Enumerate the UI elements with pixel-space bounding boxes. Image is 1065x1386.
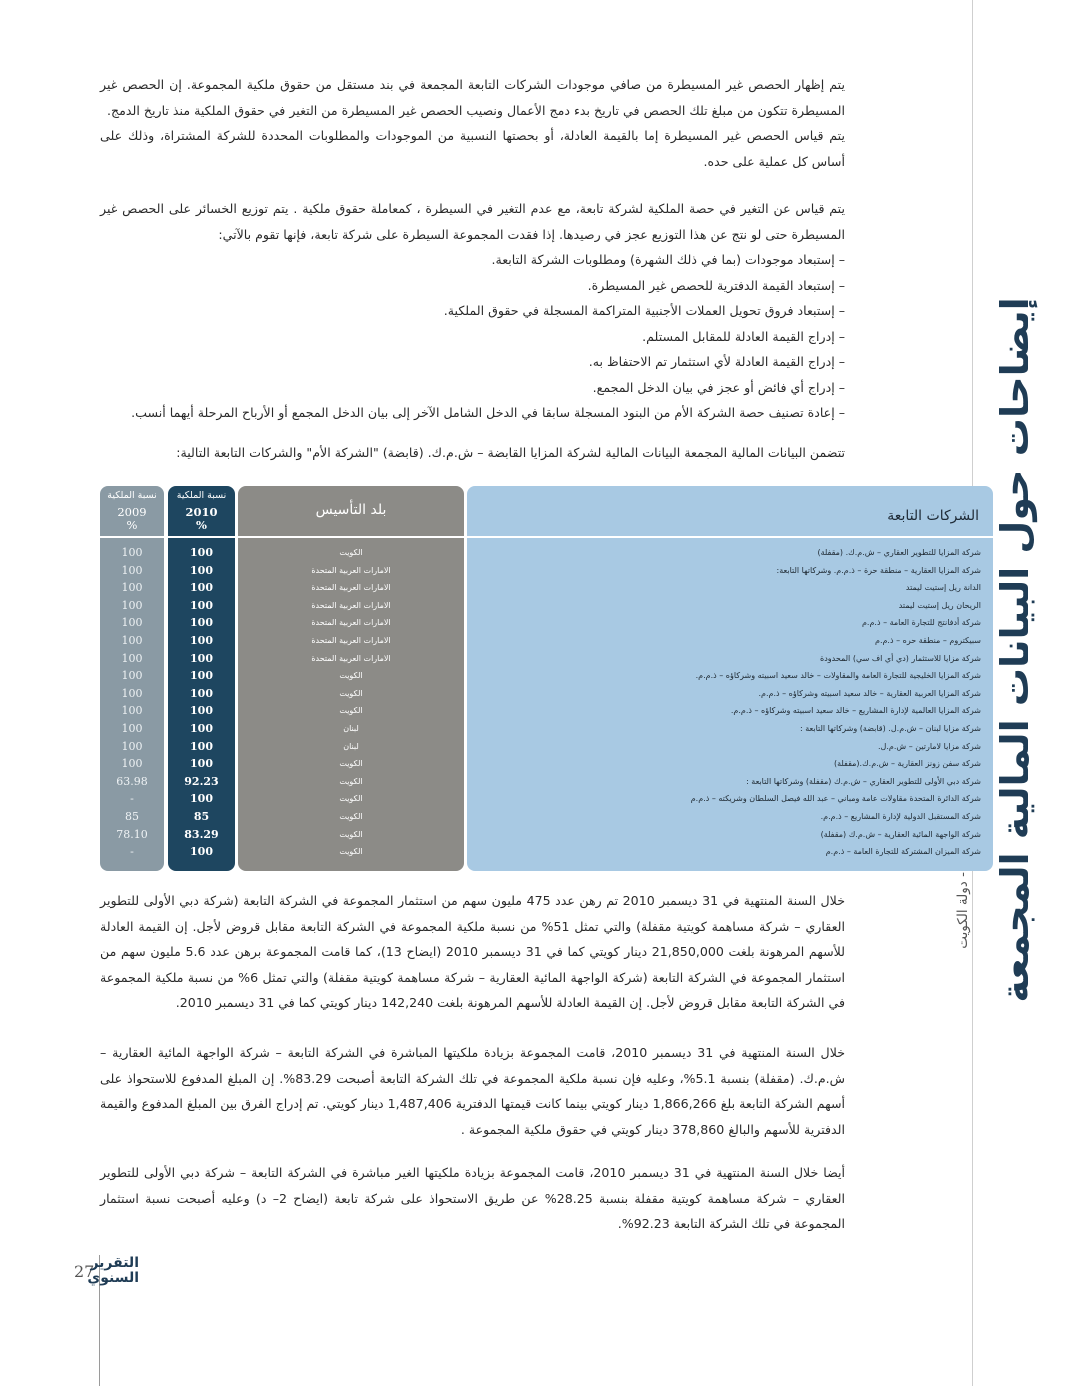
cell-ownership-2009: - xyxy=(130,845,134,859)
cell-ownership-2010: 83.29 xyxy=(184,827,219,841)
cell-company: شركة المزايا الخليجية للتجارة العامة والمقاولات – خالد سعيد اسبيته وشركاؤه – ذ.م.م. xyxy=(695,671,981,681)
cell-ownership-2009: 100 xyxy=(121,546,143,559)
cell-country: لبنان xyxy=(343,741,359,751)
cell-ownership-2009: 100 xyxy=(121,633,143,647)
header-divider xyxy=(100,536,164,538)
cell-ownership-2010: 100 xyxy=(190,598,213,612)
cell-company: شركة سفن زونز العقارية – ش.م.ك.(مقفلة) xyxy=(833,759,981,769)
header-ownership-2009-label: نسبة الملكية xyxy=(107,490,157,501)
year-2010: 2010 xyxy=(185,505,218,519)
cell-country: الكويت xyxy=(339,811,363,821)
cell-ownership-2010: 100 xyxy=(190,581,213,595)
cell-company: شركة الميزان المشتركة للتجارة العامة – ذ.م.م xyxy=(825,847,981,857)
paragraph-pledge: خلال السنة المنتهية في 31 ديسمبر 2010 تم رهن عدد 475 مليون سهم من استثمار المجموعة في الشركة التابعة (شركة دبي الأولى للتطوير العقاري – شركة مساهمة كويتية مقفلة) والتي تمثل 51% من نسبة ملكية المجموعة في الشركة التابعة مقابل قروض لأجل. إن القيمة العادلة للأسهم المرهونة بلغت 21,850,000 دينار كويتي كما في 31 ديسمبر 2010 (ايضاح 13)، كما قامت المجموعة برهن عدد 5.6 مليون سهم من استثمار المجموعة في الشركة التابعة (شركة الواجهة المائية العقارية – شركة مساهمة كويتية مقفلة) والتي تمثل 6% من نسبة ملكية المجموعة في الشركة التابعة مقابل قروض لأجل. إن القيمة العادلة للأسهم المرهونة بلغت 142,240 دينار كويتي كما في 31 ديسمبر 2010. xyxy=(100,893,846,1010)
logo-line-1: التقرير xyxy=(90,1255,139,1271)
cell-country: الكويت xyxy=(339,829,363,839)
cell-company: الدانة ريل إستيت ليمتد xyxy=(905,583,981,593)
paragraph-control-change: يتم قياس عن التغير في حصة الملكية لشركة تابعة، مع عدم التغير في السيطرة ، كمعاملة حقوق ملكية . يتم توزيع الخسائر على الحصص غير المسيطرة حتى لو نتج عن هذا التوزيع عجز في رصيدها. إذا فقدت المجموعة السيطرة على شركة تابعة، فإنها تقوم بالآتي: xyxy=(100,201,845,242)
cell-country: الكويت xyxy=(339,847,363,857)
header-divider xyxy=(168,536,235,538)
cell-ownership-2010: 100 xyxy=(190,686,213,700)
cell-company: شركة المستقبل الدولية لإدارة المشاريع – ذ.م.م. xyxy=(820,811,981,821)
cell-country: الامارات العربية المتحدة xyxy=(311,635,391,645)
header-ownership-2010-year xyxy=(168,506,235,532)
table-intro-block xyxy=(100,440,845,466)
cell-ownership-2010: 92.23 xyxy=(184,774,219,788)
list-item: – إستبعاد موجودات (بما في ذلك الشهرة) ومطلوبات الشركة التابعة. xyxy=(491,252,845,267)
pledge-block xyxy=(100,888,845,1016)
column-country xyxy=(238,486,464,871)
year-2009: 2009 xyxy=(117,505,147,519)
paragraph-non-controlling-1: يتم إظهار الحصص غير المسيطرة من صافي موجودات الشركات التابعة المجمعة في بند مستقل من حقوق ملكية المجموعة. إن الحصص غير المسيطرة تتكون من مبلغ تلك الحصص في تاريخ بدء دمج الأعمال ونصيب الحصص غير المسيطرة من التغير في حقوق الملكية منذ تاريخ الدمج. xyxy=(100,77,845,118)
cell-ownership-2009: 100 xyxy=(121,651,143,665)
list-item: – إعادة تصنيف حصة الشركة الأم من البنود المسجلة سابقا في الدخل الشامل الآخر إلى بيان الدخل المجمع أو الأرباح المرحلة أيهما أنسب. xyxy=(131,405,845,420)
header-country: بلد التأسيس xyxy=(315,502,387,518)
cell-company: شركة دبي الأولى للتطوير العقاري – ش.م.ك (مقفلة) وشركاتها التابعة : xyxy=(746,776,981,786)
cell-country: لبنان xyxy=(343,723,359,733)
cell-company: شركة المزايا للتطوير العقاري – ش.م.ك. (مقفلة) xyxy=(817,548,981,557)
cell-ownership-2009: 100 xyxy=(121,721,143,735)
cell-ownership-2009: 100 xyxy=(121,669,143,683)
table-intro: تتضمن البيانات المالية المجمعة البيانات المالية لشركة المزايا القابضة – ش.م.ك. (قابضة) "الشركة الأم" والشركات التابعة التالية: xyxy=(176,445,845,460)
cell-ownership-2010: 100 xyxy=(190,651,213,665)
list-item: – إدراج القيمة العادلة لأي استثمار تم الاحتفاظ به. xyxy=(588,354,845,369)
list-item: – إدراج القيمة العادلة للمقابل المستلم. xyxy=(642,328,845,344)
cell-ownership-2009: 100 xyxy=(121,739,143,753)
header-divider xyxy=(467,536,993,538)
cell-country: الكويت xyxy=(339,548,363,557)
control-change-block xyxy=(100,196,845,426)
column-ownership-2009 xyxy=(100,486,164,871)
cell-ownership-2010: 100 xyxy=(190,616,213,630)
cell-ownership-2009: 100 xyxy=(121,686,143,700)
cell-company: شركة مزايا لبنان – ش.م.ل. (قابضة) وشركاتها التابعة : xyxy=(800,723,981,733)
rows-2009 xyxy=(100,544,164,861)
cell-country: الامارات العربية المتحدة xyxy=(311,653,391,663)
annual-report-logo xyxy=(87,1255,139,1302)
rows-2010 xyxy=(168,544,235,861)
paragraph-non-controlling-2: يتم قياس الحصص غير المسيطرة إما بالقيمة العادلة، أو بحصتها النسبية من الموجودات والمطلوبات المحددة للشركة المشتراة، وذلك على أساس كل عملية على حده. xyxy=(100,128,845,169)
cell-country: الكويت xyxy=(339,688,363,698)
dubai-first-block xyxy=(100,1160,845,1237)
cell-ownership-2009: 100 xyxy=(121,704,143,718)
list-item: – إستبعاد فروق تحويل العملات الأجنبية المتراكمة المسجلة في حقوق الملكية. xyxy=(443,303,845,318)
waterfront-block xyxy=(100,1040,845,1142)
cell-company: شركة مزايا لامارتين – ش.م.ل. xyxy=(877,741,981,751)
unit-2009: % xyxy=(126,518,138,532)
paragraph-dubai-first: أيضا خلال السنة المنتهية في 31 ديسمبر 2010، قامت المجموعة بزيادة ملكيتها الغير مباشرة في الشركة التابعة – شركة دبي الأولى للتطوير العقاري – شركة مساهمة كويتية مقفلة بنسبة 28.25% عن طريق الاستحواذ على شركة تابعة (ايضاح 2– د) وعليه أصبحت نسبة استثمار المجموعة في تلك الشركة التابعة 92.23%. xyxy=(100,1165,845,1231)
cell-ownership-2010: 100 xyxy=(190,546,213,559)
cell-country: الكويت xyxy=(339,671,363,681)
cell-country: الامارات العربية المتحدة xyxy=(311,565,391,575)
cell-country: الكويت xyxy=(339,759,363,769)
cell-country: الامارات العربية المتحدة xyxy=(311,600,391,610)
cell-country: الكويت xyxy=(339,706,363,716)
rows-company xyxy=(467,544,993,861)
cell-company: شركة الواجهة المائية العقارية – ش.م.ك (مقفلة) xyxy=(820,829,981,839)
cell-ownership-2009: 100 xyxy=(121,616,143,630)
cell-ownership-2010: 85 xyxy=(193,809,210,823)
cell-ownership-2010: 100 xyxy=(190,792,213,806)
loss-of-control-list xyxy=(100,247,845,426)
logo-line-2: السنوي xyxy=(87,1270,139,1286)
cell-ownership-2009: 78.10 xyxy=(116,827,148,841)
cell-ownership-2009: - xyxy=(130,792,134,806)
rows-country xyxy=(238,544,464,861)
cell-company: شركة المزايا العقارية – منطقة حرة – ذ.م.م. وشركاتها التابعة: xyxy=(776,565,981,575)
top-text-block xyxy=(100,72,845,174)
paragraph-waterfront: خلال السنة المنتهية في 31 ديسمبر 2010، قامت المجموعة بزيادة ملكيتها المباشرة في الشركة التابعة – شركة الواجهة المائية العقارية – ش.م.ك. (مقفلة) بنسبة 5.1%، وعليه فإن نسبة ملكية المجموعة في تلك الشركة التابعة أصبحت 83.29%. إن المبلغ المدفوع للاستحواذ على أسهم الشركة التابعة بلغ 1,866,266 دينار كويتي بينما كانت قيمتها الدفترية 1,487,406 دينار كويتي. تم إدراج الفرق بين المبلغ المدفوع والقيمة الدفترية للأسهم والبالغ 378,860 دينار كويتي في حقوق ملكية المجموعة . xyxy=(100,1045,846,1137)
cell-company: شركة المزايا العربية العقارية – خالد سعيد اسبيته وشركاؤه – ذ.م.م. xyxy=(758,688,981,698)
cell-ownership-2009: 63.98 xyxy=(116,774,148,788)
cell-ownership-2010: 100 xyxy=(190,845,213,859)
cell-ownership-2009: 100 xyxy=(121,757,143,771)
cell-ownership-2009: 100 xyxy=(121,563,143,577)
side-title: إيضاحات حول البيانات المالية المجمعة xyxy=(993,297,1037,1003)
cell-ownership-2009: 100 xyxy=(121,581,143,595)
column-company xyxy=(467,486,993,871)
cell-country: الامارات العربية المتحدة xyxy=(311,583,391,593)
header-ownership-2009-year xyxy=(100,506,164,532)
cell-ownership-2009: 100 xyxy=(121,598,143,612)
subsidiaries-table xyxy=(100,486,981,871)
list-item: – إدراج أي فائض أو عجز في بيان الدخل المجمع. xyxy=(592,379,845,395)
cell-company: الريحان ريل إستيت ليمتد xyxy=(898,600,981,610)
header-divider xyxy=(238,536,464,538)
cell-company: سبيكتروم – منطقة حره – ذ.م.م xyxy=(874,635,981,645)
page-number: 27 xyxy=(74,1262,95,1281)
cell-ownership-2009: 85 xyxy=(125,809,139,823)
cell-ownership-2010: 100 xyxy=(190,721,213,735)
cell-ownership-2010: 100 xyxy=(190,669,213,683)
cell-company: شركة الدائرة المتحدة مقاولات عامة ومباني – عبد الله فيصل السلطان وشريكته – ذ.م.م xyxy=(690,794,981,804)
cell-country: الامارات العربية المتحدة xyxy=(311,618,391,628)
cell-country: الكويت xyxy=(339,794,363,804)
cell-company: شركة أدفانتج للتجارة العامة – ذ.م.م xyxy=(861,618,981,628)
cell-country: الكويت xyxy=(339,776,363,786)
cell-company: شركة المزايا العالمية لإدارة المشاريع – خالد سعيد اسبيته وشركاؤه – ذ.م.م. xyxy=(730,706,981,716)
cell-ownership-2010: 100 xyxy=(190,633,213,647)
cell-ownership-2010: 100 xyxy=(190,739,213,753)
unit-2010: % xyxy=(196,518,207,532)
list-item: – إستبعاد القيمة الدفترية للحصص غير المسيطرة. xyxy=(587,277,845,293)
cell-ownership-2010: 100 xyxy=(190,563,213,577)
cell-ownership-2010: 100 xyxy=(190,704,213,718)
column-ownership-2010 xyxy=(168,486,235,871)
header-company: الشركات التابعة xyxy=(887,508,979,524)
cell-ownership-2010: 100 xyxy=(190,757,213,771)
header-ownership-2010-label: نسبة الملكية xyxy=(176,490,227,501)
cell-company: شركة مزايا للاستثمار (دي أي اف سي) المحدودة xyxy=(820,653,981,663)
